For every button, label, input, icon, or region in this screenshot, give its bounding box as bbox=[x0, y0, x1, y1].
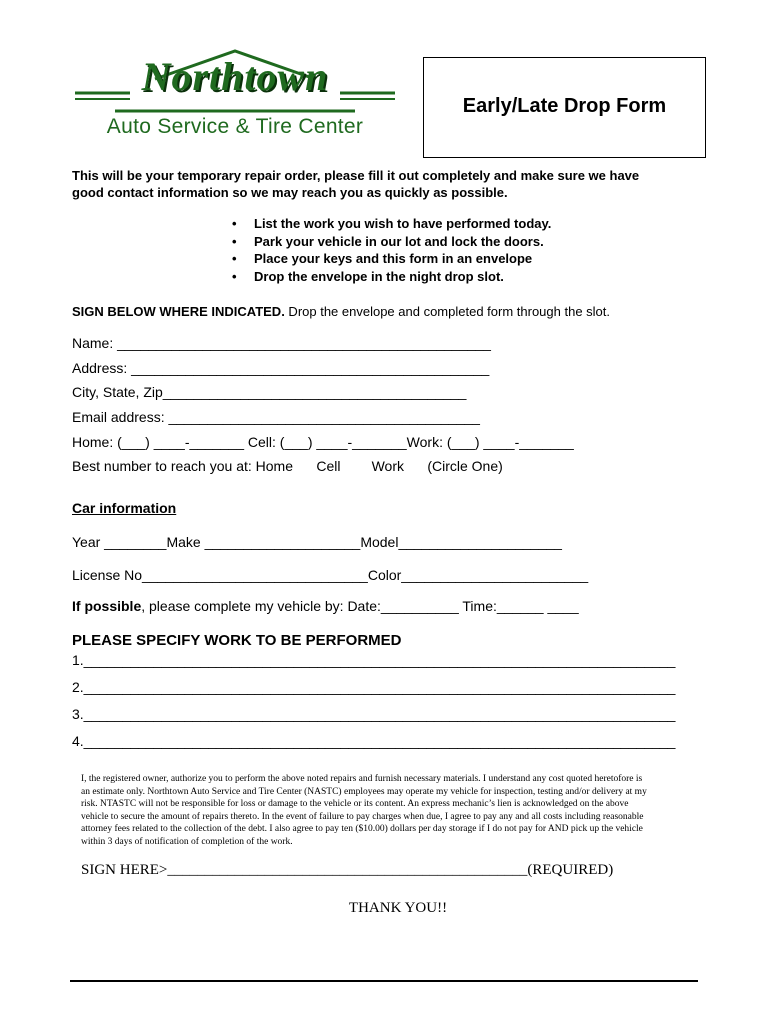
name-field[interactable]: Name: ________________________________________________ bbox=[72, 335, 491, 351]
legal-line: an estimate only. Northtown Auto Service and Tire Center (NASTC) employees may operate my vehicle for inspection, testing and/or delivery at my bbox=[81, 786, 647, 797]
sign-instruction-rest: Drop the envelope and completed form through the slot. bbox=[284, 304, 611, 319]
bullet-icon: • bbox=[232, 269, 237, 284]
legal-line: risk. NTASTC will not be responsible for loss or damage to the vehicle or its content. An express mechanic’s lien is acknowledged on the above bbox=[81, 799, 629, 809]
work-heading: PLEASE SPECIFY WORK TO BE PERFORMED bbox=[72, 632, 402, 649]
completion-date-fields[interactable] bbox=[72, 598, 579, 614]
sign-instruction bbox=[72, 303, 610, 320]
thank-you-text: THANK YOU!! bbox=[348, 900, 448, 916]
car-info-heading: Car information bbox=[72, 500, 177, 516]
bullet-item: Drop the envelope in the night drop slot. bbox=[254, 269, 504, 284]
bottom-divider bbox=[70, 980, 698, 982]
city-state-zip-field[interactable]: City, State, Zip_______________________________________ bbox=[72, 384, 467, 400]
sign-instruction-bold: SIGN BELOW WHERE INDICATED. bbox=[72, 304, 285, 319]
bullet-item: Park your vehicle in our lot and lock the doors. bbox=[254, 234, 544, 249]
bullet-icon: • bbox=[232, 251, 237, 266]
logo-name: Northtown bbox=[141, 54, 329, 99]
signature-line[interactable]: SIGN HERE>________________________________________________(REQUIRED) bbox=[81, 862, 614, 878]
form-title: Early/Late Drop Form bbox=[462, 95, 667, 117]
email-field[interactable]: Email address: ________________________________________ bbox=[72, 409, 480, 425]
completion-date-text: , please complete my vehicle by: Date:__________ Time:______ ____ bbox=[141, 598, 579, 614]
bullet-icon: • bbox=[232, 216, 237, 231]
year-make-model-fields[interactable]: Year ________Make ____________________Model_____________________ bbox=[72, 534, 562, 550]
legal-line: vehicle to secure the amount of repairs thereto. In the event of failure to pay charges when due, I agree to pay any and all costs including reasonable bbox=[81, 811, 644, 822]
work-line-2[interactable]: 2.____________________________________________________________________________ bbox=[72, 679, 676, 695]
legal-line: I, the registered owner, authorize you to perform the above noted repairs and furnish necessary materials. I understand any cost quoted heretofore is bbox=[81, 774, 643, 784]
company-logo bbox=[70, 45, 400, 150]
work-line-3[interactable]: 3.____________________________________________________________________________ bbox=[72, 706, 676, 722]
work-line-1[interactable]: 1.____________________________________________________________________________ bbox=[72, 652, 676, 668]
intro-line-1: This will be your temporary repair order, please fill it out completely and make sure we have bbox=[72, 168, 640, 183]
form-title-box bbox=[423, 57, 706, 158]
intro-line-2: good contact information so we may reach you as quickly as possible. bbox=[72, 185, 508, 200]
phone-fields[interactable]: Home: (___) ____-_______ Cell: (___) ____-_______Work: (___) ____-_______ bbox=[72, 434, 574, 450]
best-number-choice[interactable]: Best number to reach you at: Home Cell Work (Circle One) bbox=[72, 458, 503, 474]
legal-line: attorney fees related to the collection of the debt. I also agree to pay ten ($10.00) dollars per day storage if I do not pay for AND pick up the vehicle bbox=[81, 824, 643, 834]
address-field[interactable]: Address: ______________________________________________ bbox=[72, 360, 490, 376]
if-possible-label: If possible bbox=[72, 598, 142, 614]
license-color-fields[interactable]: License No_____________________________Color________________________ bbox=[72, 567, 589, 583]
legal-authorization bbox=[81, 773, 691, 848]
work-line-4[interactable]: 4.____________________________________________________________________________ bbox=[72, 733, 676, 749]
logo-tagline: Auto Service & Tire Center bbox=[106, 115, 364, 138]
bullet-item: List the work you wish to have performed today. bbox=[254, 216, 552, 231]
bullet-icon: • bbox=[232, 234, 237, 249]
legal-line: within 3 days of notification of completion of the work. bbox=[81, 836, 293, 847]
bullet-item: Place your keys and this form in an envelope bbox=[254, 251, 533, 266]
